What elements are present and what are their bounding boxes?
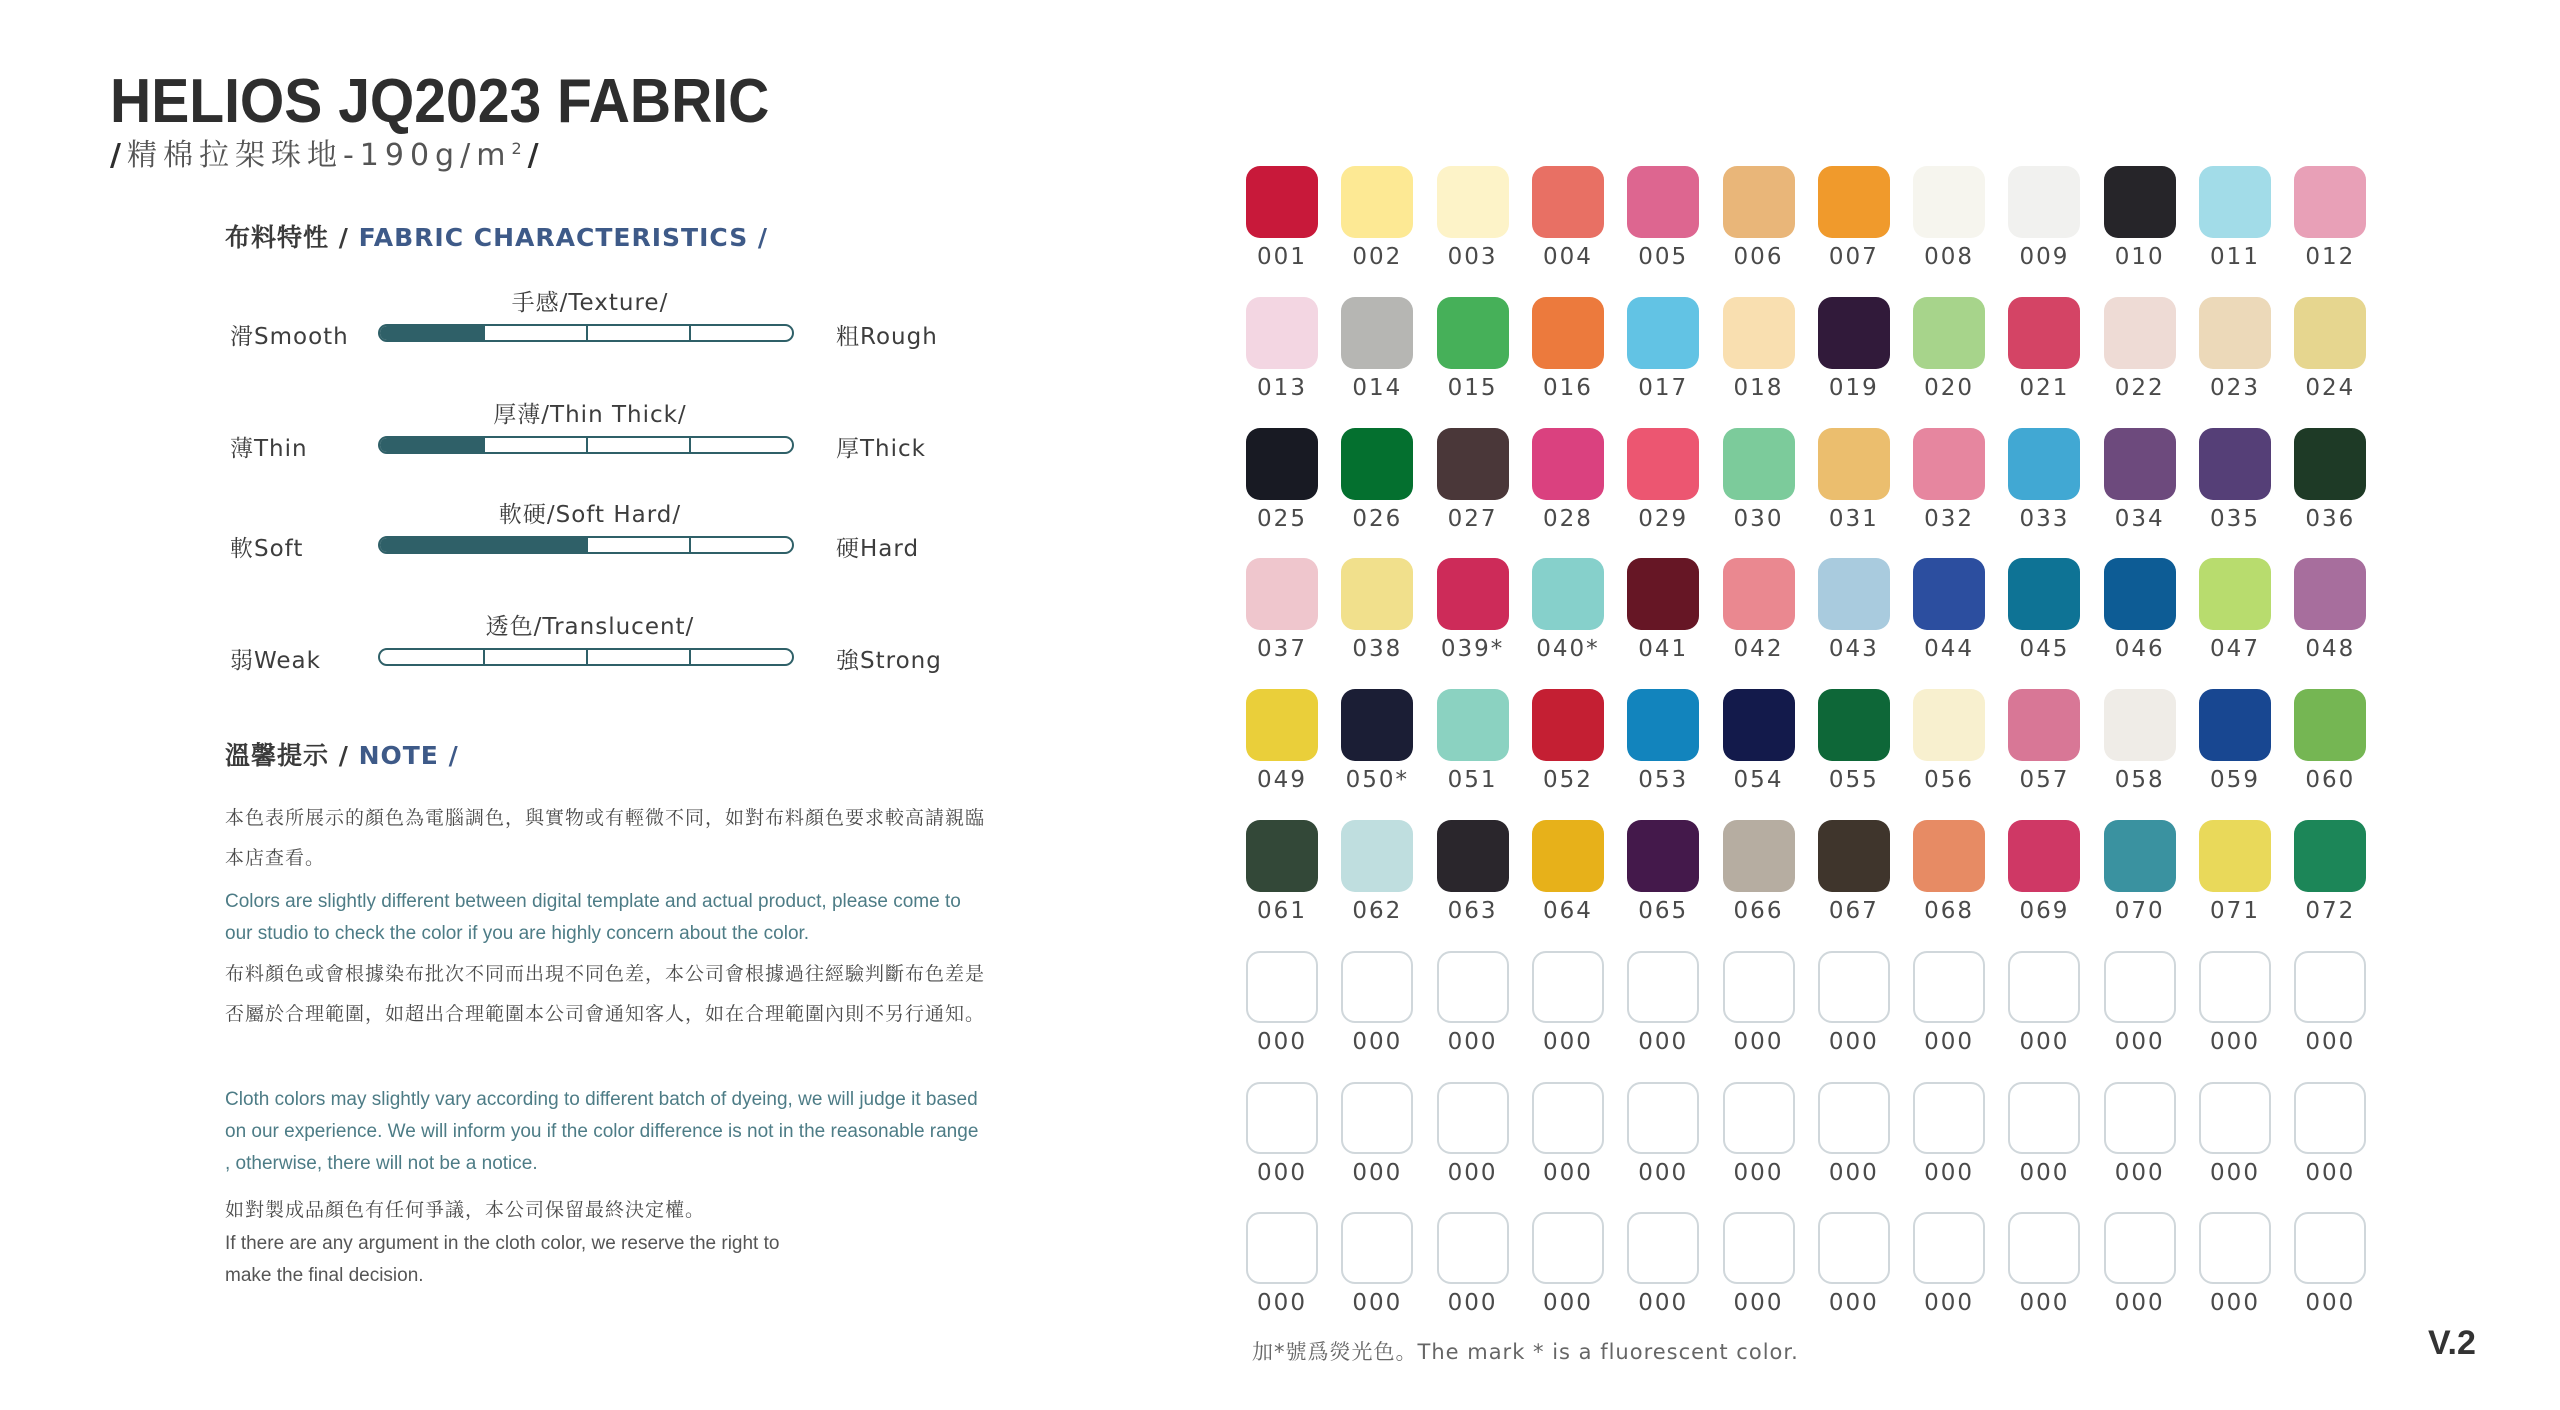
color-swatch: [2199, 166, 2271, 238]
color-swatch: [1246, 428, 1318, 500]
trait-left-label: 滑Smooth: [230, 324, 349, 350]
color-code-label: 072: [2305, 898, 2356, 924]
color-code-label: 000: [1638, 1159, 1689, 1186]
color-swatch: [1437, 297, 1509, 369]
color-swatch: [1341, 689, 1413, 761]
color-swatch: [2294, 1082, 2366, 1154]
color-code-label: 045: [2019, 636, 2070, 663]
color-code-label: 033: [2019, 505, 2070, 532]
color-code-label: 000: [2305, 1028, 2356, 1055]
color-code-label: 034: [2114, 505, 2165, 532]
color-code-label: 047: [2210, 636, 2260, 663]
color-code-label: 000: [2210, 1159, 2260, 1186]
trait-row: [230, 284, 950, 354]
color-code-label: 056: [1924, 767, 1975, 794]
color-swatch: [1627, 951, 1699, 1023]
color-swatch: [2294, 297, 2366, 369]
color-swatch: [1627, 297, 1699, 369]
note-paragraph-1-cn: 本色表所展示的顏色為電腦調色，與實物或有輕微不同，如對布料顏色要求較高請親臨本店查看。: [225, 807, 986, 869]
color-swatch: [2008, 297, 2080, 369]
color-swatch: [2104, 1082, 2176, 1154]
color-code-label: 005: [1638, 244, 1689, 270]
color-code-label: 000: [2210, 1290, 2260, 1317]
version-label: V.2: [2428, 1324, 2476, 1362]
color-swatch: [1818, 820, 1890, 892]
color-code-label: 035: [2210, 505, 2260, 532]
trait-level-fill: [380, 438, 483, 452]
color-code-label: 000: [1542, 1028, 1593, 1055]
color-swatch: [1627, 558, 1699, 630]
note-paragraph-2-en: Cloth colors may slightly vary according to different batch of dyeing, we will judge it based on our experience. We will inform you if the color difference is not in the reasonable range , otherwise, there will not be a notice.: [225, 1089, 979, 1174]
color-swatch: [1437, 558, 1509, 630]
color-code-label: 049: [1257, 767, 1307, 794]
color-swatch: [2104, 820, 2176, 892]
color-code-label: 000: [1924, 1028, 1975, 1055]
color-swatch: [1723, 689, 1795, 761]
scale-tick: [586, 650, 588, 664]
trait-right-label: 厚Thick: [836, 436, 926, 462]
color-code-label: 017: [1638, 374, 1689, 401]
color-swatch: [1246, 820, 1318, 892]
note-paragraph-3-en: If there are any argument in the cloth color, we reserve the right to make the final decision.: [225, 1233, 780, 1286]
color-code-label: 006: [1733, 244, 1784, 270]
color-swatch: [1246, 297, 1318, 369]
color-swatch: [1532, 166, 1604, 238]
color-code-label: 007: [1828, 244, 1879, 270]
color-code-label: 004: [1542, 244, 1593, 270]
color-code-label: 016: [1542, 374, 1593, 401]
color-code-label: 032: [1924, 505, 1975, 532]
color-code-label: 013: [1257, 374, 1307, 401]
color-code-label: 042: [1733, 636, 1784, 663]
color-swatch: [1723, 1212, 1795, 1284]
color-code-label: 000: [1447, 1159, 1498, 1186]
trait-row: [230, 608, 950, 678]
color-code-label: 000: [2114, 1028, 2165, 1055]
color-code-label: 051: [1447, 767, 1498, 794]
trait-row: [230, 396, 950, 466]
color-code-label: 065: [1638, 898, 1689, 924]
color-code-label: 000: [1924, 1290, 1975, 1317]
color-code-label: 014: [1352, 374, 1403, 401]
color-swatch: [1723, 166, 1795, 238]
color-swatch: [1532, 428, 1604, 500]
color-code-label: 022: [2114, 374, 2165, 401]
scale-tick: [586, 538, 588, 552]
color-swatch: [2294, 951, 2366, 1023]
color-code-label: 000: [2019, 1290, 2070, 1317]
trait-scale-bar: [378, 536, 794, 554]
color-code-label: 021: [2019, 374, 2070, 401]
color-swatch: [1818, 428, 1890, 500]
color-swatch: [1627, 166, 1699, 238]
trait-row: [230, 496, 950, 566]
color-code-label: 000: [1924, 1159, 1975, 1186]
color-swatch: [1818, 297, 1890, 369]
color-code-label: 039*: [1440, 636, 1505, 663]
color-swatch: [1723, 428, 1795, 500]
page-subtitle: [110, 130, 545, 174]
color-code-label: 046: [2114, 636, 2165, 663]
color-code-label: 057: [2019, 767, 2070, 794]
color-swatch: [1818, 1082, 1890, 1154]
color-code-label: 000: [1447, 1290, 1498, 1317]
color-swatch: [1913, 689, 1985, 761]
color-code-label: 063: [1447, 898, 1498, 924]
color-code-label: 008: [1924, 244, 1975, 270]
color-swatch: [1913, 1082, 1985, 1154]
color-code-label: 010: [2114, 244, 2165, 270]
color-code-label: 050*: [1345, 767, 1409, 794]
color-code-label: 018: [1733, 374, 1784, 401]
subtitle-prefix: /: [110, 138, 127, 173]
color-swatch: [1341, 951, 1413, 1023]
color-swatch: [1437, 689, 1509, 761]
color-swatch: [1246, 558, 1318, 630]
color-code-label: 037: [1257, 636, 1307, 663]
color-swatch: [1818, 558, 1890, 630]
scale-tick: [689, 438, 691, 452]
color-swatch: [1437, 820, 1509, 892]
color-swatch: [1437, 951, 1509, 1023]
color-code-label: 054: [1733, 767, 1784, 794]
color-swatch: [1723, 297, 1795, 369]
color-code-label: 000: [1733, 1159, 1784, 1186]
color-swatch: [1627, 428, 1699, 500]
scale-tick: [483, 538, 485, 552]
color-swatch: [2294, 689, 2366, 761]
color-code-label: 000: [1733, 1028, 1784, 1055]
subtitle-suffix: /: [527, 138, 545, 173]
color-swatch: [2104, 951, 2176, 1023]
color-code-label: 000: [2019, 1028, 2070, 1055]
trait-left-label: 薄Thin: [230, 436, 308, 462]
color-swatch: [2008, 1082, 2080, 1154]
color-swatch: [1341, 820, 1413, 892]
color-swatch: [2199, 297, 2271, 369]
color-swatch: [1437, 1082, 1509, 1154]
color-swatch: [2008, 689, 2080, 761]
color-code-label: 053: [1638, 767, 1689, 794]
color-code-label: 061: [1257, 898, 1307, 924]
color-code-label: 000: [2305, 1290, 2356, 1317]
trait-title: 厚薄/Thin Thick/: [493, 402, 687, 428]
color-swatch: [1818, 951, 1890, 1023]
color-swatch: [2104, 689, 2176, 761]
color-code-label: 026: [1352, 505, 1403, 532]
characteristics-heading-cn: 布料特性 /: [225, 223, 349, 252]
note-heading: [225, 736, 459, 772]
color-code-label: 043: [1828, 636, 1879, 663]
color-code-label: 058: [2114, 767, 2165, 794]
color-swatch: [1913, 951, 1985, 1023]
trait-scale-bar: [378, 324, 794, 342]
trait-right-label: 粗Rough: [836, 324, 938, 350]
scale-tick: [586, 326, 588, 340]
color-swatch: [1627, 1082, 1699, 1154]
scale-tick: [689, 326, 691, 340]
color-code-label: 015: [1447, 374, 1498, 401]
color-code-label: 040*: [1536, 636, 1600, 663]
trait-right-label: 硬Hard: [836, 536, 920, 562]
trait-right-label: 強Strong: [836, 648, 942, 674]
scale-tick: [483, 650, 485, 664]
color-code-label: 011: [2210, 244, 2260, 270]
color-code-label: 069: [2019, 898, 2070, 924]
color-code-label: 009: [2019, 244, 2070, 270]
color-code-label: 064: [1542, 898, 1593, 924]
color-code-label: 020: [1924, 374, 1975, 401]
trait-title: 手感/Texture/: [511, 290, 669, 316]
scale-tick: [586, 438, 588, 452]
color-swatch: [1437, 166, 1509, 238]
color-code-label: 000: [2114, 1290, 2165, 1317]
color-code-label: 041: [1638, 636, 1689, 663]
trait-title: 軟硬/Soft Hard/: [498, 502, 682, 528]
color-code-label: 000: [1733, 1290, 1784, 1317]
color-swatch: [1341, 1212, 1413, 1284]
color-swatch: [1532, 820, 1604, 892]
page-title: HELIOS JQ2023 FABRIC: [110, 67, 770, 136]
scale-tick: [689, 538, 691, 552]
trait-scale-bar: [378, 436, 794, 454]
color-code-label: 066: [1733, 898, 1784, 924]
subtitle-superscript: 2: [511, 139, 528, 158]
color-code-label: 067: [1828, 898, 1879, 924]
characteristics-heading-en: FABRIC CHARACTERISTICS /: [358, 223, 769, 252]
color-code-label: 019: [1828, 374, 1879, 401]
color-code-label: 002: [1352, 244, 1403, 270]
color-code-label: 000: [1352, 1028, 1403, 1055]
color-swatch: [1818, 1212, 1890, 1284]
trait-scale-bar: [378, 648, 794, 666]
color-swatch: [2199, 558, 2271, 630]
color-swatch: [1437, 1212, 1509, 1284]
color-code-label: 028: [1542, 505, 1593, 532]
color-code-label: 031: [1828, 505, 1879, 532]
color-swatch: [1913, 166, 1985, 238]
color-code-label: 000: [1828, 1290, 1879, 1317]
color-swatch: [2294, 820, 2366, 892]
color-code-label: 000: [1638, 1290, 1689, 1317]
color-code-label: 001: [1257, 244, 1307, 270]
color-code-label: 025: [1257, 505, 1307, 532]
color-code-label: 000: [1542, 1290, 1593, 1317]
color-swatch: [1341, 428, 1413, 500]
color-code-label: 000: [2019, 1159, 2070, 1186]
color-swatch: [1341, 558, 1413, 630]
color-swatch: [2008, 558, 2080, 630]
trait-title: 透色/Translucent/: [485, 614, 695, 640]
color-swatch: [2199, 820, 2271, 892]
color-code-label: 000: [2114, 1159, 2165, 1186]
color-code-label: 000: [1257, 1159, 1307, 1186]
color-swatch: [1723, 820, 1795, 892]
color-swatch: [2294, 558, 2366, 630]
color-swatch: [1341, 166, 1413, 238]
color-code-label: 044: [1924, 636, 1975, 663]
color-swatch: [1246, 1212, 1318, 1284]
color-swatch: [2294, 1212, 2366, 1284]
scale-tick: [483, 438, 485, 452]
color-code-label: 036: [2305, 505, 2356, 532]
color-swatch: [1532, 689, 1604, 761]
subtitle-text: 精棉拉架珠地-190g/m: [126, 138, 512, 173]
color-swatch: [1532, 297, 1604, 369]
color-code-label: 024: [2305, 374, 2356, 401]
color-swatch: [1913, 820, 1985, 892]
color-code-label: 012: [2305, 244, 2356, 270]
color-code-label: 030: [1733, 505, 1784, 532]
note-heading-en: NOTE /: [358, 741, 459, 770]
note-paragraph-3-cn: 如對製成品顏色有任何爭議，本公司保留最終決定權。: [225, 1199, 706, 1221]
color-swatch: [2008, 166, 2080, 238]
color-swatch: [1723, 1082, 1795, 1154]
characteristics-heading: [225, 218, 768, 254]
color-swatch: [2008, 428, 2080, 500]
trait-level-fill: [380, 326, 483, 340]
color-code-label: 060: [2305, 767, 2356, 794]
color-swatch: [1913, 428, 1985, 500]
color-swatch: [1532, 1082, 1604, 1154]
color-code-label: 000: [1447, 1028, 1498, 1055]
color-code-label: 071: [2210, 898, 2260, 924]
color-code-label: 062: [1352, 898, 1403, 924]
color-code-label: 029: [1638, 505, 1689, 532]
color-swatch: [1246, 689, 1318, 761]
color-swatch: [1723, 558, 1795, 630]
color-code-label: 027: [1447, 505, 1498, 532]
color-swatch: [1437, 428, 1509, 500]
scale-tick: [689, 650, 691, 664]
note-heading-cn: 溫馨提示 /: [225, 741, 349, 770]
color-swatch: [2199, 951, 2271, 1023]
scale-tick: [483, 326, 485, 340]
color-code-label: 000: [2305, 1159, 2356, 1186]
trait-left-label: 軟Soft: [230, 536, 304, 562]
color-code-label: 000: [1638, 1028, 1689, 1055]
color-swatch: [2104, 1212, 2176, 1284]
color-code-label: 000: [2210, 1028, 2260, 1055]
color-code-label: 000: [1257, 1290, 1307, 1317]
color-swatch: [1246, 951, 1318, 1023]
color-code-label: 068: [1924, 898, 1975, 924]
color-swatch: [2199, 1082, 2271, 1154]
note-paragraph-1-en: Colors are slightly different between digital template and actual product, please come to our studio to check the color if you are highly concern about the color.: [225, 891, 961, 944]
color-swatch: [2104, 558, 2176, 630]
color-swatch: [2008, 951, 2080, 1023]
color-code-label: 070: [2114, 898, 2165, 924]
color-swatch: [1627, 1212, 1699, 1284]
color-code-label: 000: [1352, 1290, 1403, 1317]
color-swatch: [1341, 1082, 1413, 1154]
color-swatch: [2104, 166, 2176, 238]
color-swatch: [1532, 1212, 1604, 1284]
color-swatch: [2008, 1212, 2080, 1284]
color-code-label: 052: [1542, 767, 1593, 794]
fluorescent-footnote: 加*號爲熒光色。The mark * is a fluorescent color.: [1252, 1340, 1799, 1364]
color-swatch: [2104, 297, 2176, 369]
color-code-label: 000: [1828, 1028, 1879, 1055]
color-code-label: 000: [1828, 1159, 1879, 1186]
color-swatch: [1913, 1212, 1985, 1284]
color-code-label: 000: [1542, 1159, 1593, 1186]
color-swatch: [1723, 951, 1795, 1023]
color-swatch: [2294, 166, 2366, 238]
color-code-label: 038: [1352, 636, 1403, 663]
color-swatch: [1913, 558, 1985, 630]
color-swatch: [1627, 689, 1699, 761]
color-code-label: 023: [2210, 374, 2260, 401]
color-swatch: [2199, 1212, 2271, 1284]
color-swatch: [1532, 951, 1604, 1023]
trait-left-label: 弱Weak: [230, 648, 321, 674]
note-paragraph-2-cn: 布料顏色或會根據染布批次不同而出現不同色差，本公司會根據過往經驗判斷布色差是否屬於合理範圍，如超出合理範圍本公司會通知客人，如在合理範圍內則不另行通知。: [225, 963, 986, 1025]
color-swatch: [2199, 428, 2271, 500]
color-swatch: [2199, 689, 2271, 761]
color-swatch: [1532, 558, 1604, 630]
color-swatch: [1913, 297, 1985, 369]
color-swatch: [1818, 166, 1890, 238]
color-swatch: [1246, 1082, 1318, 1154]
color-code-label: 000: [1352, 1159, 1403, 1186]
color-swatch: [2294, 428, 2366, 500]
color-swatch: [2104, 428, 2176, 500]
color-swatch: [1341, 297, 1413, 369]
color-code-label: 000: [1257, 1028, 1307, 1055]
color-code-label: 048: [2305, 636, 2356, 663]
color-code-label: 003: [1447, 244, 1498, 270]
color-code-label: 059: [2210, 767, 2260, 794]
color-swatch: [1246, 166, 1318, 238]
color-swatch: [2008, 820, 2080, 892]
color-code-label: 055: [1828, 767, 1879, 794]
color-swatch: [1818, 689, 1890, 761]
color-swatch: [1627, 820, 1699, 892]
